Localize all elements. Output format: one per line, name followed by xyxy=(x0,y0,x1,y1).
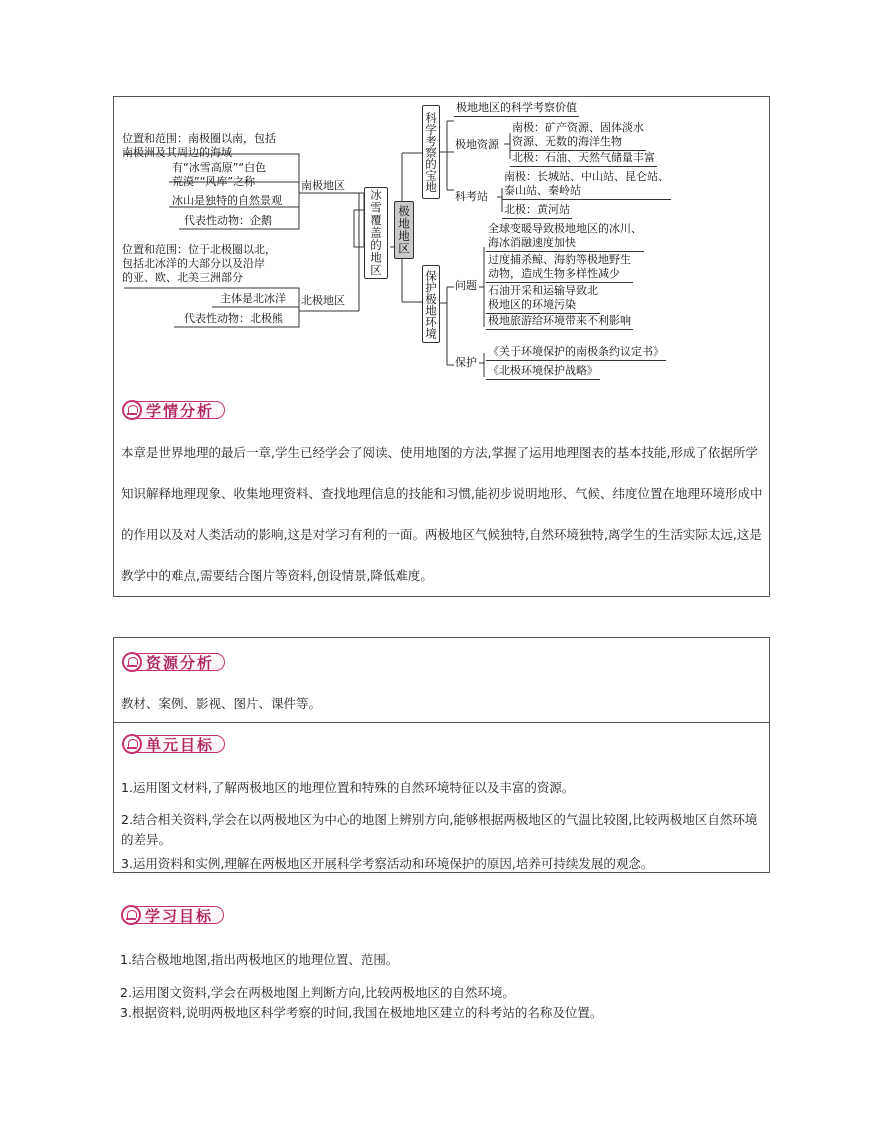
unit-goals-header xyxy=(122,734,225,754)
protection-node-label: 保护极地环境 xyxy=(424,269,438,339)
problems-label: 问题 xyxy=(455,279,477,292)
problem-3-line-2: 极地区的环境污染 xyxy=(488,298,576,311)
resources-south-line-1: 南极：矿产资源、固体淡水 xyxy=(512,121,644,134)
root-node-label: 极地地区 xyxy=(397,205,411,255)
south-landscape-line-1: 有“冰雪高原”“白色 xyxy=(172,161,267,174)
north-range-line-3: 的亚、欧、北美三洲部分 xyxy=(122,271,243,284)
section-badge-icon xyxy=(122,652,142,672)
root-node xyxy=(394,201,414,259)
problem-3-line-1: 石油开采和运输导致北 xyxy=(488,284,598,297)
resource-unit-panel xyxy=(113,637,770,873)
problem-item-4: 极地旅游给环境带来不利影响 xyxy=(486,314,633,330)
parent-node-label: 冰雪覆盖的地区 xyxy=(369,189,383,277)
unit-goal-3: 3.运用资料和实例,理解在两极地区开展科学考察活动和环境保护的原因,培养可持续发展的观念。 xyxy=(121,856,654,871)
south-range xyxy=(122,132,276,160)
problem-item-3 xyxy=(486,284,600,314)
section-badge-icon xyxy=(121,905,141,925)
south-animal: 代表性动物：企鹅 xyxy=(184,214,272,227)
stations-south-line-2: 泰山站、秦岭站 xyxy=(504,184,581,197)
resources-south-line-2: 资源、无数的海洋生物 xyxy=(512,135,622,148)
unit-goals-title: 单元目标 xyxy=(136,735,225,753)
south-landscape-line-2: 荒漠”“风库”之称 xyxy=(172,175,256,188)
north-body: 主体是北冰洋 xyxy=(220,292,286,305)
resources-south xyxy=(510,121,646,151)
north-range-line-1: 位置和范围：位于北极圈以北， xyxy=(122,243,276,256)
science-node-label: 科学考察的宝地 xyxy=(424,111,438,193)
learning-goals-header xyxy=(121,905,224,925)
south-range-line-2: 南极洲及其周边的海域 xyxy=(122,146,232,159)
science-value: 极地地区的科学考察价值 xyxy=(454,101,579,117)
problem-item-2 xyxy=(486,253,633,283)
mindmap-panel xyxy=(113,96,770,597)
section-divider xyxy=(114,722,769,723)
south-landscape xyxy=(172,161,266,189)
north-range xyxy=(122,243,276,285)
south-label: 南极地区 xyxy=(301,179,345,192)
measures-label: 保护 xyxy=(455,356,477,369)
resource-analysis-header xyxy=(122,652,225,672)
science-node xyxy=(422,105,440,199)
north-label: 北极地区 xyxy=(301,294,345,307)
problem-1-line-2: 海冰消融速度加快 xyxy=(488,236,576,249)
learning-goal-1: 1.结合极地地图,指出两极地区的地理位置、范围。 xyxy=(120,952,399,967)
section-badge-icon xyxy=(122,400,142,420)
stations-label: 科考站 xyxy=(455,190,488,203)
resource-analysis-title: 资源分析 xyxy=(136,653,225,671)
student-analysis-header xyxy=(122,400,225,420)
measure-item-1: 《关于环境保护的南极条约议定书》 xyxy=(486,345,666,361)
student-analysis-title: 学情分析 xyxy=(136,401,225,419)
resources-label: 极地资源 xyxy=(455,138,499,151)
unit-goal-2: 2.结合相关资料,学会在以两极地区为中心的地图上辨别方向,能够根据两极地区的气温比较图,比较两极地区自然环境的差异。 xyxy=(121,812,758,847)
problem-item-1 xyxy=(486,222,644,252)
resources-north: 北极：石油、天然气储量丰富 xyxy=(510,151,657,167)
section-badge-icon xyxy=(122,734,142,754)
stations-south xyxy=(502,170,671,200)
stations-south-line-1: 南极：长城站、中山站、昆仑站、 xyxy=(504,170,669,183)
problem-1-line-1: 全球变暖导致极地地区的冰川、 xyxy=(488,222,642,235)
parent-node xyxy=(364,187,388,279)
student-analysis-text: 本章是世界地理的最后一章,学生已经学会了阅读、使用地图的方法,掌握了运用地理图表的基本技能,形成了依据所学知识解释地理现象、收集地理资料、查找地理信息的技能和习惯,能初步说明地形、气候、纬度位置在地理环境形成中的作用以及对人类活动的影响,这是对学习有利的一面。两极地区气候独特,自然环境独特,离学生的生活实际太远,这是教学中的难点,需要结合图片等资料,创设情景,降低难度。 xyxy=(121,445,763,583)
problem-2-line-2: 动物，造成生物多样性减少 xyxy=(488,267,620,280)
unit-goal-1: 1.运用图文材料,了解两极地区的地理位置和特殊的自然环境特征以及丰富的资源。 xyxy=(121,780,575,795)
south-iceberg: 冰山是独特的自然景观 xyxy=(172,194,282,207)
stations-north: 北极：黄河站 xyxy=(502,203,572,219)
measure-item-2: 《北极环境保护战略》 xyxy=(486,364,600,380)
south-range-line-1: 位置和范围：南极圈以南，包括 xyxy=(122,132,276,145)
learning-goal-2: 2.运用图文资料,学会在两极地图上判断方向,比较两极地区的自然环境。 xyxy=(120,985,515,1000)
learning-goal-3: 3.根据资料,说明两极地区科学考察的时间,我国在极地地区建立的科考站的名称及位置。 xyxy=(120,1005,603,1020)
learning-goals-title: 学习目标 xyxy=(135,906,224,924)
north-range-line-2: 包括北冰洋的大部分以及沿岸 xyxy=(122,257,265,270)
north-animal: 代表性动物：北极熊 xyxy=(184,312,283,325)
problem-2-line-1: 过度捕杀鲸、海豹等极地野生 xyxy=(488,253,631,266)
resource-analysis-text: 教材、案例、影视、图片、课件等。 xyxy=(121,696,322,711)
protection-node xyxy=(422,265,440,343)
